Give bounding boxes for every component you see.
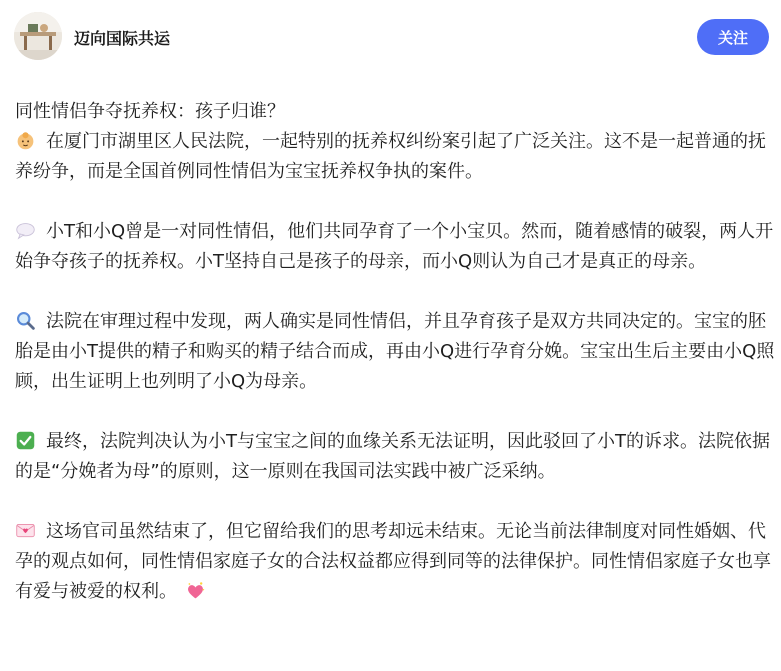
paragraph-2-text: 小T和小Q曾是一对同性情侣，他们共同孕育了一个小宝贝。然而，随着感情的破裂，两人开始争夺孩子的抚养权。小T坚持自己是孩子的母亲，而小Q则认为自己才是真正的母亲。: [15, 221, 774, 272]
check-mark-emoji-icon: [15, 430, 36, 451]
paragraph-5-text: 这场官司虽然结束了，但它留给我们的思考却远未结束。无论当前法律制度对同性婚姻、代孕的观点如何，同性情侣家庭子女的合法权益都应得到同等的法律保护。同性情侣家庭子女也享有爱与被爱的权利。: [15, 521, 771, 602]
paragraph-4-text: 最终，法院判决认为小T与宝宝之间的血缘关系无法证明，因此驳回了小T的诉求。法院依据的是“分娩者为母”的原则，这一原则在我国司法实践中被广泛采纳。: [15, 431, 770, 482]
paragraph-5: [15, 517, 775, 607]
paragraph-2: [15, 217, 775, 277]
sparkling-heart-emoji-icon: [185, 580, 206, 601]
post-title: 同性情侣争夺抚养权：孩子归谁？: [15, 101, 285, 122]
post-body: [15, 97, 775, 637]
account-name[interactable]: 迈向国际共运: [74, 29, 171, 48]
paragraph-1: [15, 127, 775, 187]
paragraph-4: [15, 427, 775, 487]
heart-letter-emoji-icon: [15, 520, 36, 541]
paragraph-3: [15, 307, 775, 397]
magnifier-emoji-icon: [15, 310, 36, 331]
post-header: [0, 0, 781, 80]
speech-bubble-emoji-icon: [15, 220, 36, 241]
paragraph-1-text: 在厦门市湖里区人民法院，一起特别的抚养权纠纷案引起了广泛关注。这不是一起普通的抚养纷争，而是全国首例同性情侣为宝宝抚养权争执的案件。: [15, 131, 766, 182]
follow-button[interactable]: 关注: [697, 19, 769, 55]
avatar-image: [14, 12, 62, 60]
paragraph-3-text: 法院在审理过程中发现，两人确实是同性情侣，并且孕育孩子是双方共同决定的。宝宝的胚胎是由小T提供的精子和购买的精子结合而成，再由小Q进行孕育分娩。宝宝出生后主要由小Q照顾，出生证明上也列明了小Q为母亲。: [15, 311, 775, 392]
baby-emoji-icon: [15, 130, 36, 151]
avatar[interactable]: [14, 12, 62, 60]
